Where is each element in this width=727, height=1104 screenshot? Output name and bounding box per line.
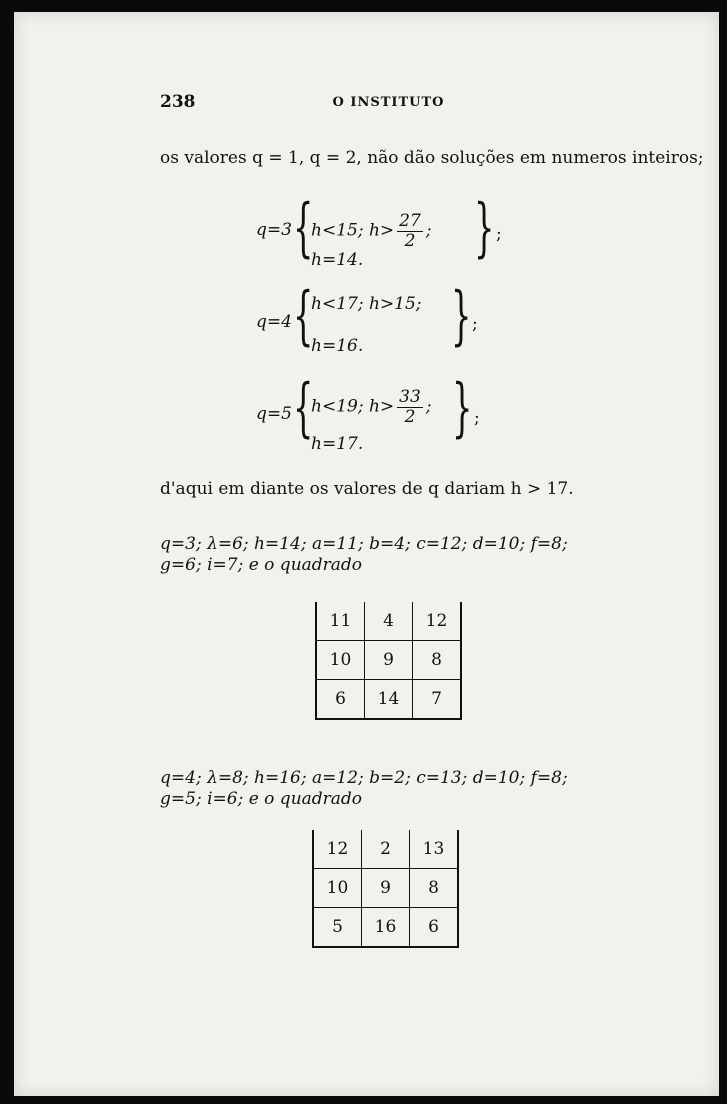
square-cell: 8 <box>413 641 462 680</box>
book-page <box>14 12 719 1096</box>
square-cell: 13 <box>410 830 459 869</box>
right-brace: } <box>452 371 473 445</box>
q-label: q=3 <box>256 220 292 240</box>
right-brace: } <box>451 279 472 353</box>
table-row <box>313 908 458 948</box>
table-row <box>316 602 461 641</box>
solution-row: h=14. <box>311 250 364 270</box>
fraction: $\frac{33}{2}$ <box>399 387 421 427</box>
equation-tail: ; <box>496 224 502 244</box>
table-row <box>313 830 458 869</box>
square-cell: 5 <box>313 908 362 948</box>
case2-line2: g=5; i=6; e o quadrado <box>160 789 363 809</box>
solution-row: h=16. <box>311 336 364 356</box>
square-cell: 8 <box>410 869 459 908</box>
square-cell: 12 <box>326 839 349 859</box>
square-cell: 16 <box>362 908 410 948</box>
equation-q4 <box>256 279 556 360</box>
square-cell: 14 <box>365 680 413 720</box>
intro-line: os valores q = 1, q = 2, não dão soluções em numeros inteiros; <box>160 148 704 168</box>
left-brace: { <box>293 371 314 445</box>
square-cell: 10 <box>313 869 362 908</box>
equation-q3 <box>256 191 556 272</box>
square-cell: 10 <box>316 641 365 680</box>
condition-row: h<17; h>15; <box>311 294 422 314</box>
q-label: q=5 <box>256 404 292 424</box>
equation-tail: ; <box>472 314 478 334</box>
left-brace: { <box>293 279 314 353</box>
table-row <box>313 869 458 908</box>
page-number: 238 <box>160 92 196 112</box>
square-cell: 9 <box>362 869 410 908</box>
solution-row: h=17. <box>311 434 364 454</box>
left-brace: { <box>293 191 314 265</box>
square-cell: 6 <box>316 680 365 720</box>
condition-row: h<19; h> $\frac{33}{2}$ ; <box>311 387 432 427</box>
magic-square-2 <box>312 830 459 948</box>
condition-row: h<15; h> $\frac{27}{2}$ ; <box>311 211 432 251</box>
right-brace: } <box>474 191 495 265</box>
fraction: $\frac{27}{2}$ <box>399 211 421 251</box>
square-cell: 2 <box>362 830 410 869</box>
table-row <box>316 641 461 680</box>
case1-line1: q=3; λ=6; h=14; a=11; b=4; c=12; d=10; f=8; <box>160 534 568 554</box>
equation-q5 <box>256 371 556 456</box>
equation-tail: ; <box>474 408 480 428</box>
square-cell: 7 <box>413 680 462 720</box>
case1-line2: g=6; i=7; e o quadrado <box>160 555 363 575</box>
magic-square-1 <box>315 602 462 720</box>
square-cell: 6 <box>410 908 459 948</box>
case2-line1: q=4; λ=8; h=16; a=12; b=2; c=13; d=10; f=8; <box>160 768 568 788</box>
square-cell: 4 <box>365 602 413 641</box>
square-cell: 11 <box>329 611 352 631</box>
square-cell: 12 <box>413 602 462 641</box>
conclusion-line: d'aqui em diante os valores de q dariam h > 17. <box>160 479 574 499</box>
running-title: O INSTITUTO <box>332 95 445 110</box>
q-label: q=4 <box>256 312 292 332</box>
table-row <box>316 680 461 720</box>
square-cell: 9 <box>365 641 413 680</box>
